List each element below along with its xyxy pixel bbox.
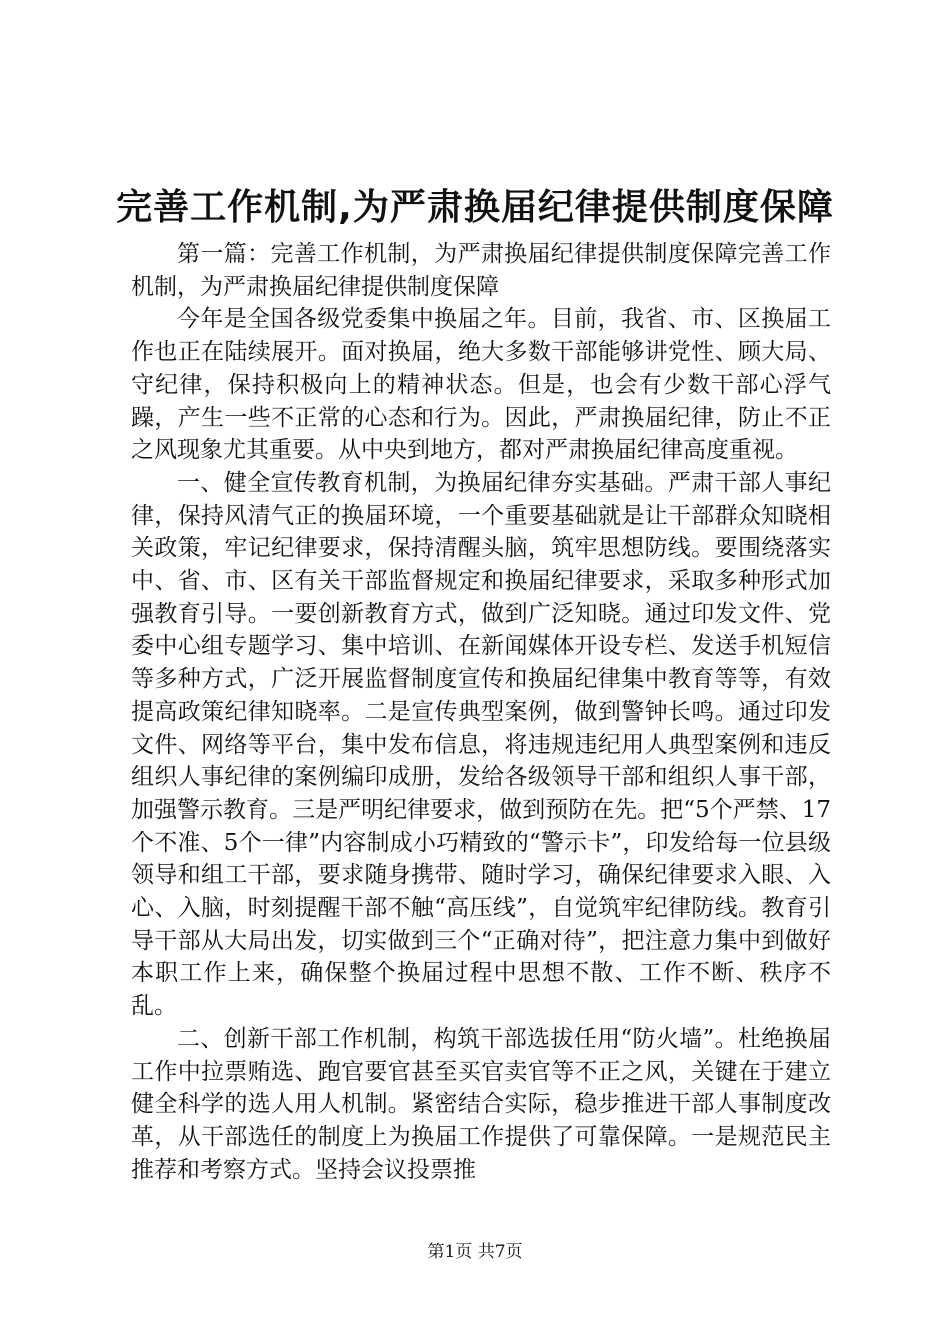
paragraph-4: 二、创新干部工作机制，构筑干部选拔任用“防火墙”。杜绝换届工作中拉票贿选、跑官要官甚至买官卖官等不正之风，关键在于建立健全科学的选人用人机制。紧密结合实际，稳步推进干部人事制度改革，从干部选任的制度上为换届工作提供了可靠保障。一是规范民主推荐和考察方式。坚持会议投票推 [131, 1025, 831, 1183]
document-title: 完善工作机制,为严肃换届纪律提供制度保障 [116, 187, 834, 228]
paragraph-3: 一、健全宣传教育机制，为换届纪律夯实基础。严肃干部人事纪律，保持风清气正的换届环境，一个重要基础就是让干部群众知晓相关政策，牢记纪律要求，保持清醒头脑，筑牢思想防线。要围绕落实中、省、市、区有关干部监督规定和换届纪律要求，采取多种形式加强教育引导。一要创新教育方式，做到广泛知晓。通过印发文件、党委中心组专题学习、集中培训、在新闻媒体开设专栏、发送手机短信等多种方式，广泛开展监督制度宣传和换届纪律集中教育等等，有效提高政策纪律知晓率。二是宣传典型案例，做到警钟长鸣。通过印发文件、网络等平台，集中发布信息，将违规违纪用人典型案例和违反组织人事纪律的案例编印成册，发给各级领导干部和组织人事干部，加强警示教育。三是严明纪律要求，做到预防在先。把“5个严禁、17个不准、5个一律”内容制成小巧精致的“警示卡”，印发给每一位县级领导和组工干部，要求随身携带、随时学习，确保纪律要求入眼、入心、入脑，时刻提醒干部不触“高压线”，自觉筑牢纪律防线。教育引导干部从大局出发，切实做到三个“正确对待”，把注意力集中到做好本职工作上来，确保整个换届过程中思想不散、工作不断、秩序不乱。 [131, 469, 831, 1020]
page-number-footer: 第1页 共7页 [427, 1242, 523, 1262]
paragraph-1: 第一篇：完善工作机制，为严肃换届纪律提供制度保障完善工作机制，为严肃换届纪律提供制度保障 [131, 241, 831, 300]
paragraph-2: 今年是全国各级党委集中换届之年。目前，我省、市、区换届工作也正在陆续展开。面对换届，绝大多数干部能够讲党性、顾大局、守纪律，保持积极向上的精神状态。但是，也会有少数干部心浮气躁，产生一些不正常的心态和行为。因此，严肃换届纪律，防止不正之风现象尤其重要。从中央到地方，都对严肃换届纪律高度重视。 [131, 306, 831, 464]
document-body [131, 238, 831, 1186]
